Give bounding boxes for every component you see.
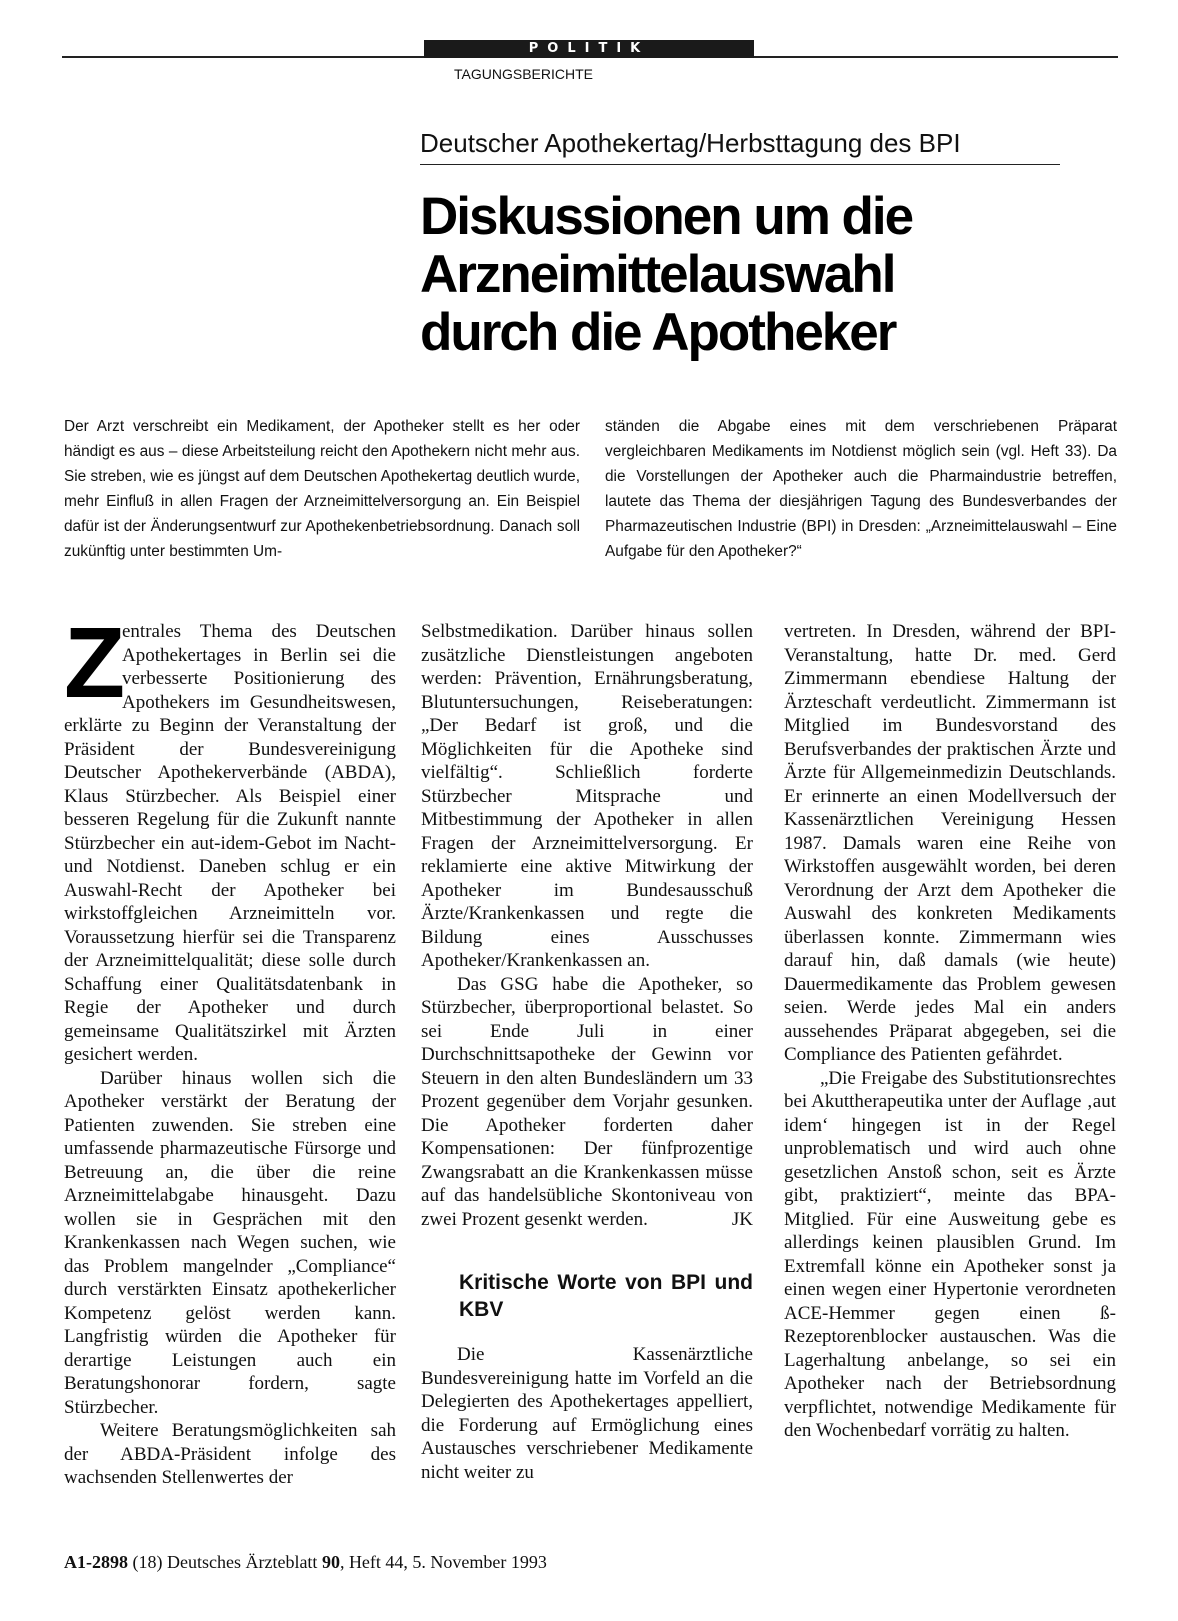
footer-journal: (18) Deutsches Ärzteblatt xyxy=(132,1552,318,1572)
body-column-1 xyxy=(64,607,396,1490)
body-paragraph xyxy=(421,973,753,1232)
author-initials: JK xyxy=(731,1208,753,1230)
article-kicker: Deutscher Apothekertag/Herbsttagung des BPI xyxy=(420,128,961,158)
body-paragraph: Weitere Beratungsmöglichkeiten sah der ABDA-Präsident infolge des wachsenden Stellenwertes der xyxy=(64,1420,396,1488)
body-paragraph: vertreten. In Dresden, während der BPI-Veranstaltung, hatte Dr. med. Gerd Zimmermann ebendiese Haltung der Ärzteschaft verdeutlicht. Zimmermann ist Mitglied im Bundesvorstand des Berufsverbandes der praktischen Ärzte und Ärzte für Allgemeinmedizin Deutschlands. Er erinnerte an einen Modellversuch der Kassenärztlichen Vereinigung Hessen 1987. Damals waren eine Reihe von Wirkstoffen ausgewählt worden, bei deren Verordnung der Arzt dem Apotheker die Auswahl des konkreten Medikaments überlassen konnte. Zimmermann wies darauf hin, daß damals (wie heute) Dauermedikamente das Problem gewesen seien. Werde jedes Mal ein anders aussehendes Präparat abgegeben, sei die Compliance des Patienten gefährdet. xyxy=(784,621,1116,1065)
body-column-2 xyxy=(421,620,753,1484)
article-headline xyxy=(420,188,1120,362)
footer-issue: , Heft 44, 5. November 1993 xyxy=(339,1552,547,1572)
body-paragraph: Darüber hinaus wollen sich die Apotheker verstärkt der Beratung der Patienten zuwenden. Sie streben eine umfassende pharmazeutische Fürsorge und Betreuung an, die über die reine Arzneimittelabgabe hinausgeht. Dazu wollen sie in Gesprächen mit den Krankenkassen nach Wegen suchen, wie das Problem mangelnder „Compliance“ durch verstärkten Einsatz apothekerlicher Kompetenz gelöst werden kann. Langfristig würden die Apotheker für derartige Leistungen auch ein Beratungshonorar fordern, sagte Stürzbecher. xyxy=(64,1067,396,1418)
headline-line-2: Arzneimittelauswahl xyxy=(420,245,895,304)
lead-text-left: Der Arzt verschreibt ein Medikament, der Apotheker stellt es her oder händigt es aus – diese Arbeitsteilung reicht den Apothekern nicht mehr aus. Sie streben, wie es jüngst auf dem Deutschen Apothekertag deutlich wurde, mehr Einfluß in allen Fragen der Arzneimittelversorgung an. Ein Beispiel dafür ist der Änderungsentwurf zur Apothekenbetriebsordnung. Danach soll zukünftig unter bestimmten Um- xyxy=(64,418,580,560)
body-paragraph: entrales Thema des Deutschen Apothekertages in Berlin sei die verbesserte Positionierung des Apothekers im Gesundheitswesen, erklärte zu Beginn der Veranstaltung der Präsident der Bundesvereinigung Deutscher Apothekerverbände (ABDA), Klaus Stürzbecher. Als Beispiel einer besseren Regelung für die Zukunft nannte Stürzbecher ein aut-idem-Gebot im Nacht- und Notdienst. Daneben schlug er ein Auswahl-Recht der Apotheker bei wirkstoffgleichen Arzneimitteln vor. Voraussetzung hierfür sei die Transparenz der Arzneimittelqualität; diese solle durch Schaffung einer Qualitätsdatenbank in Regie der Apotheker und durch gemeinsame Qualitätszirkel mit Ärzten gesichert werden. xyxy=(64,621,396,1065)
body-paragraph: Die Kassenärztliche Bundesvereinigung hatte im Vorfeld an die Delegierten des Apothekertages appelliert, die Forderung auf Ermöglichung eines Austausches verschriebener Medikamente nicht weiter zu xyxy=(421,1344,753,1483)
page-code: A1-2898 xyxy=(64,1552,128,1572)
body-paragraph-text: Das GSG habe die Apotheker, so Stürzbecher, überproportional belastet. So sei Ende Juli in einer Durchschnittsapotheke der Gewinn vor Steuern in den alten Bundesländern um 33 Prozent gegenüber dem Vorjahr gesunken. Die Apotheker forderten daher Kompensationen: Der fünfprozentige Zwangsrabatt an die Krankenkassen müsse auf das handelsübliche Skontoniveau von zwei Prozent gesenkt werden. xyxy=(421,973,753,1230)
footer-volume: 90 xyxy=(321,1552,340,1572)
body-paragraph: „Die Freigabe des Substitutionsrechtes bei Akuttherapeutika unter der Auflage ‚aut idem‘ hingegen ist in der Regel unproblematisch und wird auch ohne gesetzlichen Anstoß schon, seit es Ärzte gibt, praktiziert“, meinte das BPA-Mitglied. Für eine Ausweitung gebe es allerdings keinen plausiblen Grund. Im Extremfall könne ein Apotheker sonst ja einen wegen einer Hypertonie verordneten ACE-Hemmer gegen einen ß-Rezeptorenblocker austauschen. Was die Lagerhaltung anbelange, so sei ein Apotheker nach der Betriebsordnung verpflichtet, notwendige Medikamente für den Wochenbedarf vorrätig zu halten. xyxy=(784,1067,1116,1441)
headline-line-3: durch die Apotheker xyxy=(420,303,896,362)
section-subheading: Kritische Worte von BPI und KBV xyxy=(459,1271,753,1321)
kicker-rule xyxy=(420,164,1060,165)
body-column-3 xyxy=(784,620,1116,1443)
headline-line-1: Diskussionen um die xyxy=(420,187,913,246)
section-label: POLITIK xyxy=(424,40,754,58)
drop-cap: Z xyxy=(64,607,126,719)
body-paragraph: Selbstmedikation. Darüber hinaus sollen zusätzliche Dienstleistungen angeboten werden: Prävention, Ernährungsberatung, Blutuntersuchungen, Reiseberatungen: „Der Bedarf ist groß, und die Möglichkeiten für die Apotheke sind vielfältig“. Schließlich forderte Stürzbecher Mitsprache und Mitbestimmung der Apotheker in allen Fragen der Arzneimittelversorgung. Er reklamierte eine aktive Mitwirkung der Apotheker im Bundesausschuß Ärzte/Krankenkassen und regte die Bildung eines Ausschusses Apotheker/Krankenkassen an. xyxy=(421,621,753,971)
page-footer xyxy=(64,1552,547,1573)
subsection-label: TAGUNGSBERICHTE xyxy=(454,66,593,82)
lead-text-right: ständen die Abgabe eines mit dem verschriebenen Präparat vergleichbaren Medikaments im Notdienst möglich sein (vgl. Heft 33). Da die Vorstellungen der Apotheker auch die Pharmaindustrie betreffen, lautete das Thema der diesjährigen Tagung des Bundesverbandes der Pharmazeutischen Industrie (BPI) in Dresden: „Arzneimittelauswahl – Eine Aufgabe für den Apotheker?“ xyxy=(605,418,1117,560)
